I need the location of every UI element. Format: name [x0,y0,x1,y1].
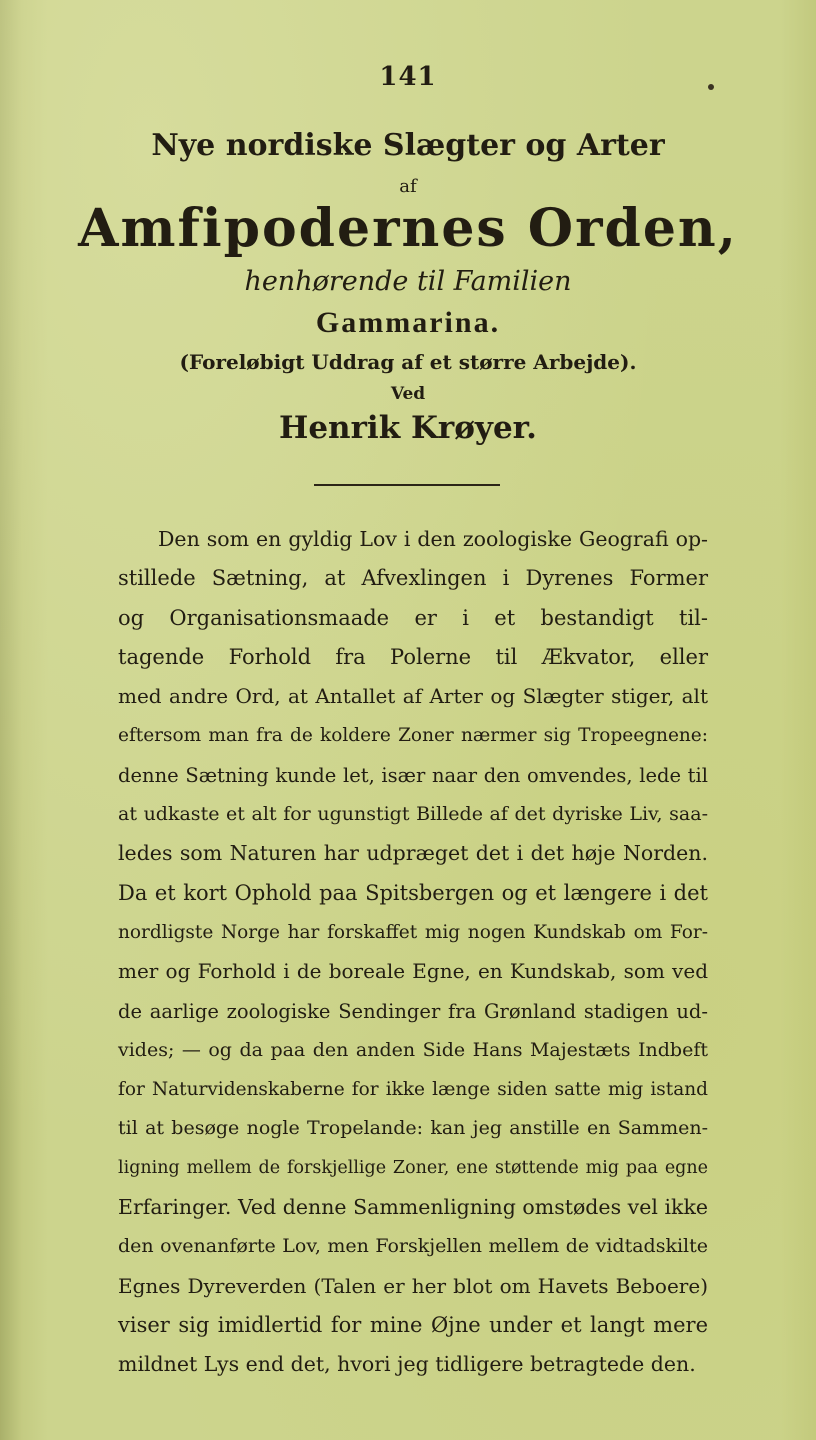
author-name: Henrik Krøyer. [279,410,537,446]
body-line: med andre Ord, at Antallet af Arter og Slægter stiger, alt [118,684,708,709]
body-line: stillede Sætning, at Afvexlingen i Dyrenes Former [118,566,708,591]
body-line: viser sig imidlertid for mine Øjne under et langt mere [118,1312,708,1337]
main-title: Amfipodernes Orden, [78,198,738,259]
body-line: Da et kort Ophold paa Spitsbergen og et længere i det [118,880,708,905]
body-line: tagende Forhold fra Polerne til Ækvator, eller [118,644,708,669]
ink-dot-mark [708,84,714,90]
body-line: mer og Forhold i de boreale Egne, en Kundskab, som ved [118,959,708,984]
body-line: og Organisationsmaade er i et bestandigt til- [118,605,708,630]
body-line: ligning mellem de forskjellige Zoner, ene støttende mig paa egne [118,1157,708,1178]
subtitle-note: (Foreløbigt Uddrag af et større Arbejde). [179,350,637,374]
body-line: Egnes Dyreverden (Talen er her blot om Havets Beboere) [118,1273,708,1298]
body-line: nordligste Norge har forskaffet mig nogen Kundskab om For- [118,921,708,943]
body-line: mildnet Lys end det, hvori jeg tidligere betragtede den. [118,1352,696,1377]
body-line: Erfaringer. Ved denne Sammenligning omstødes vel ikke [118,1195,708,1220]
body-line: denne Sætning kunde let, især naar den omvendes, lede til [118,763,708,787]
divider-rule [314,484,500,486]
family-name: Gammarina. [315,306,501,339]
body-line: de aarlige zoologiske Sendinger fra Grønland stadigen ud- [118,999,708,1023]
title-line-family: henhørende til Familien [244,266,572,297]
body-line: den ovenanførte Lov, men Forskjellen mellem de vidtadskilte [118,1235,708,1258]
title-line-1: Nye nordiske Slægter og Arter [151,128,665,163]
body-line: til at besøge nogle Tropelande: kan jeg anstille en Sammen- [118,1117,708,1140]
title-line-af: af [399,176,417,197]
body-line: for Naturvidenskaberne for ikke længe siden satte mig istand [118,1079,708,1101]
page-number: 141 [379,62,437,92]
body-line: vides; — og da paa den anden Side Hans Majestæts Indbeft [118,1038,708,1061]
byline-ved: Ved [390,384,426,404]
body-line: ledes som Naturen har udpræget det i det høje Norden. [118,841,708,866]
body-line: at udkaste et alt for ugunstigt Billede af det dyriske Liv, saa- [118,803,708,826]
body-line: eftersom man fra de koldere Zoner nærmer sig Tropeegnene: [118,725,708,747]
body-line: Den som en gyldig Lov i den zoologiske Geografi op- [158,527,708,551]
body-paragraph [118,520,708,1385]
